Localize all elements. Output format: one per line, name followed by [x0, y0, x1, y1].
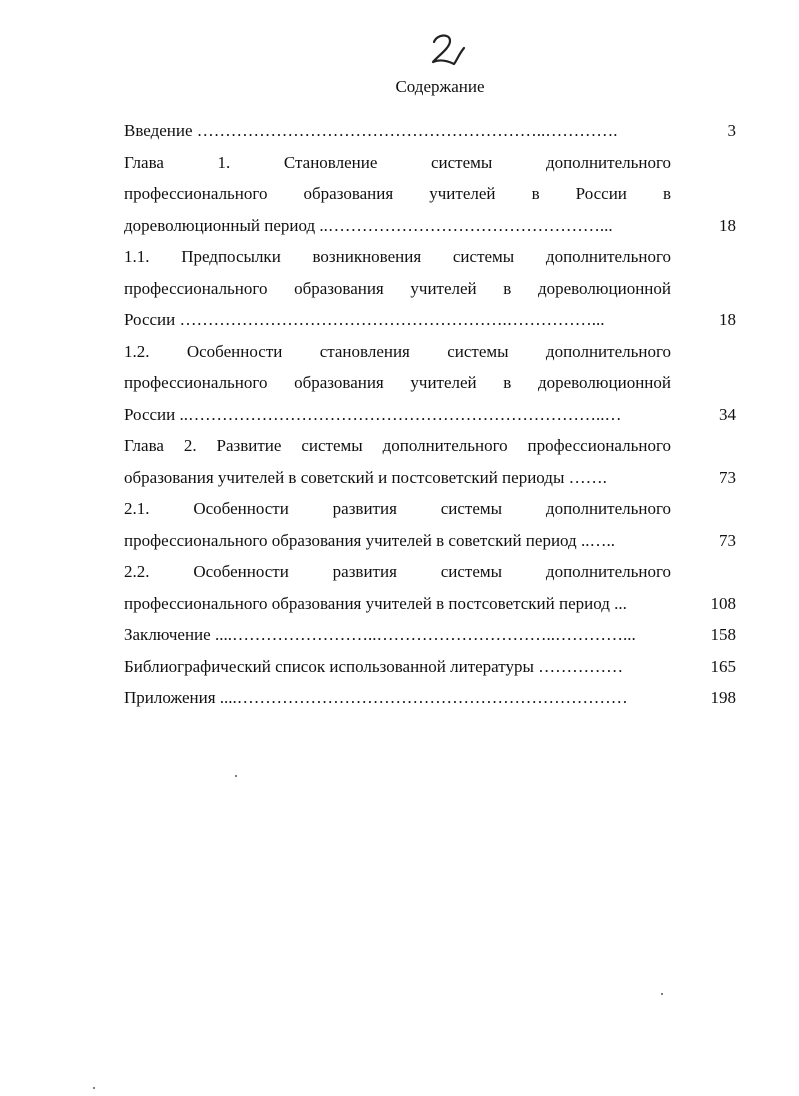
toc-page-number: 3: [727, 121, 736, 140]
toc-entry-appendices: [124, 682, 736, 714]
toc-entry-line: Введение ……………………………………………………..………….: [124, 121, 618, 140]
toc-entry-line: дореволюционный период ..…………………………………………...: [124, 215, 613, 235]
toc-page-number: 158: [710, 625, 736, 644]
toc-page-number: 165: [710, 656, 736, 676]
toc-entry-conclusion: [124, 619, 736, 651]
toc-page-number: 18: [719, 215, 736, 235]
toc-entry-line: образования учителей в советский и постсоветский периоды …….: [124, 467, 607, 487]
toc-entry-line: профессионального образования учителей в постсоветский период ...: [124, 593, 627, 613]
toc-page-number: 108: [710, 593, 736, 613]
toc-entry-line: Заключение ....……………………..…………………………..…………...: [124, 625, 636, 644]
toc-entry-line: профессионального образования учителей в дореволюционной: [124, 278, 671, 298]
toc-entry-line: России ………………………………………………….……………...: [124, 310, 605, 329]
toc-entry-section-1-1: [124, 241, 736, 336]
table-of-contents: [124, 115, 736, 714]
toc-entry-line: 1.2. Особенности становления системы дополнительного: [124, 341, 671, 361]
toc-entry-chapter-1: [124, 147, 736, 242]
toc-entry-chapter-2: [124, 430, 736, 493]
toc-entry-line: Библиографический список использованной литературы ……………: [124, 656, 624, 676]
toc-entry-line: 1.1. Предпосылки возникновения системы дополнительного: [124, 247, 671, 266]
toc-entry-introduction: [124, 115, 736, 147]
toc-entry-line: Глава 1. Становление системы дополнительного: [124, 152, 671, 172]
toc-page-number: 73: [719, 467, 736, 487]
toc-entry-section-2-1: [124, 493, 736, 556]
toc-page-number: 198: [710, 688, 736, 707]
toc-entry-line: 2.1. Особенности развития системы дополнительного: [124, 499, 671, 518]
scan-speck: [661, 993, 663, 995]
toc-entry-line: России ..………………………………………………………………..…: [124, 404, 622, 424]
toc-entry-bibliography: [124, 651, 736, 683]
toc-entry-line: профессионального образования учителей в России в: [124, 184, 671, 203]
handwritten-2-glyph: [428, 30, 468, 70]
toc-entry-line: профессионального образования учителей в дореволюционной: [124, 373, 671, 392]
toc-entry-line: Глава 2. Развитие системы дополнительного профессионального: [124, 436, 671, 455]
toc-entry-line: профессионального образования учителей в советский период ..…..: [124, 530, 615, 550]
toc-heading: Содержание: [395, 77, 485, 96]
toc-page-number: 73: [719, 530, 736, 550]
scan-speck: [235, 775, 237, 777]
toc-entry-section-1-2: [124, 336, 736, 431]
scan-speck: [93, 1087, 95, 1089]
toc-entry-line: Приложения ....……………………………………………………………: [124, 688, 628, 707]
handwritten-page-number: [428, 30, 468, 70]
toc-entry-section-2-2: [124, 556, 736, 619]
toc-page-number: 34: [719, 404, 736, 424]
toc-entry-line: 2.2. Особенности развития системы дополнительного: [124, 562, 671, 581]
toc-page-number: 18: [719, 310, 736, 329]
